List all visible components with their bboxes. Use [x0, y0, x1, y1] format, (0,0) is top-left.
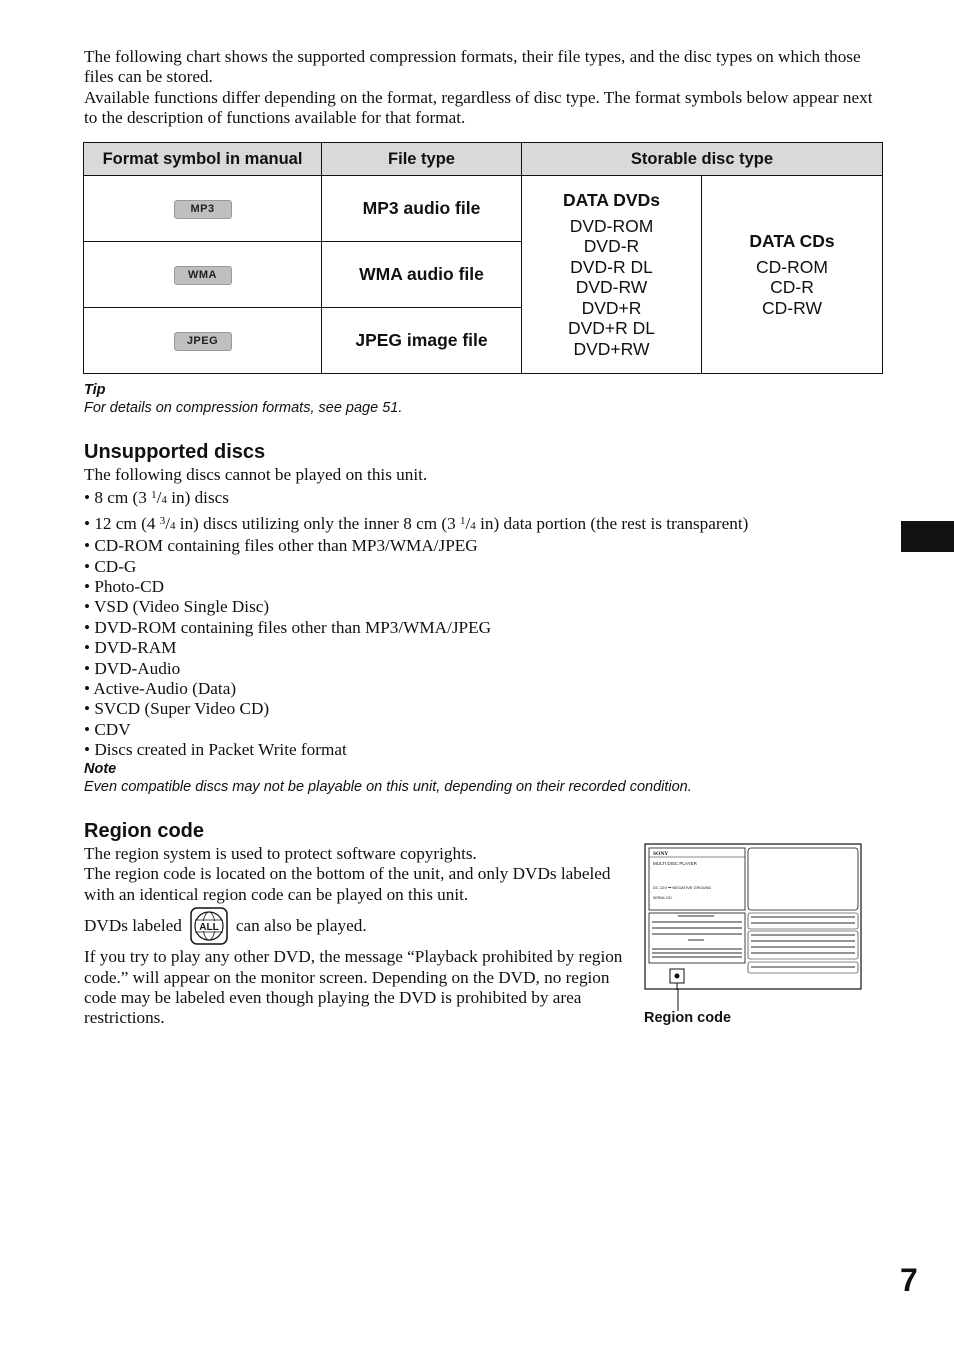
unsupported-discs-section — [84, 465, 904, 761]
list-item: • DVD-RAM — [84, 638, 177, 658]
region-code-pointer — [676, 989, 680, 1011]
device-brand: SONY — [653, 851, 669, 857]
data-cds-title: DATA CDs — [749, 231, 835, 251]
note-text: Even compatible discs may not be playable on this unit, depending on their recorded condition. — [84, 779, 692, 795]
device-power: DC 12V ⎓ NEGATIVE GROUND — [653, 885, 712, 890]
all-logo-text: ALL — [199, 922, 219, 934]
dvds-labeled-line — [84, 907, 624, 945]
item-text: in) discs — [166, 488, 229, 508]
header-file-type: File type — [322, 143, 522, 176]
item-text: • 8 cm (3 — [84, 488, 152, 508]
file-type-cell: MP3 audio file — [322, 176, 522, 242]
region-paragraph-1: The region system is used to protect software copyrights. — [84, 844, 477, 863]
dvd-type: DVD+RW — [573, 338, 650, 359]
region-code-heading: Region code — [84, 820, 205, 842]
unsupported-intro: The following discs cannot be played on this unit. — [84, 465, 428, 484]
cd-type: CD-ROM — [756, 256, 828, 277]
header-format-symbol: Format symbol in manual — [84, 143, 322, 176]
format-table — [83, 142, 883, 374]
intro-paragraph-2: Available functions differ depending on the format, regardless of disc type. The format symbols below appear next to the description of functions available for that format. — [84, 87, 873, 128]
page-number: 7 — [900, 1262, 918, 1298]
unsupported-list — [84, 485, 904, 760]
intro — [84, 47, 884, 129]
list-item: • CDV — [84, 719, 131, 739]
fraction-numerator: 1 — [151, 489, 157, 502]
all-region-logo-icon — [190, 907, 228, 945]
dvd-type: DVD-RW — [575, 277, 648, 297]
region-code-caption: Region code — [644, 1010, 732, 1026]
region-paragraph-3: If you try to play any other DVD, the message “Playback prohibited by region code.” will appear on the monitor screen. Depending on the DVD, no region code may be labeled even though playing the DVD is prohibited by area restrictions. — [84, 947, 623, 1028]
file-type-cell: WMA audio file — [322, 242, 522, 308]
format-symbol-cell — [84, 176, 322, 242]
fraction-denominator: 4 — [161, 494, 167, 507]
format-symbol-cell — [84, 308, 322, 374]
section-tab-marker — [901, 521, 954, 552]
fraction-denominator: 4 — [470, 519, 476, 532]
data-cds-cell — [702, 176, 883, 374]
list-item: • SVCD (Super Video CD) — [84, 699, 270, 719]
data-dvds-cell — [522, 176, 702, 374]
dvd-type: DVD-R — [583, 236, 640, 256]
dvd-type: DVD+R — [581, 297, 642, 318]
intro-paragraph-1: The following chart shows the supported compression formats, their file types, and the disc types on which those files can be stored. — [84, 47, 861, 87]
list-item: • DVD-ROM containing files other than MP3/WMA/JPEG — [84, 617, 492, 637]
list-item: • DVD-Audio — [84, 658, 181, 678]
dvd-type: DVD+R DL — [567, 318, 656, 338]
dvd-type: DVD-R DL — [570, 256, 653, 277]
fraction-numerator: 3 — [159, 514, 166, 527]
format-symbol-cell — [84, 242, 322, 308]
dvds-labeled-text: DVDs labeled — [84, 916, 182, 936]
note-label: Note — [84, 761, 117, 777]
unsupported-discs-heading: Unsupported discs — [84, 441, 266, 463]
region-paragraph-2: The region code is located on the bottom of the unit, and only DVDs labeled with an identical region code can be played on this unit. — [84, 864, 611, 904]
mp3-format-badge: MP3 — [174, 200, 232, 219]
jpeg-format-badge: JPEG — [174, 332, 232, 351]
list-item: • CD-ROM containing files other than MP3/WMA/JPEG — [84, 536, 478, 556]
dvd-type: DVD-ROM — [569, 215, 654, 236]
cd-type: CD-R — [770, 277, 814, 297]
wma-format-badge: WMA — [174, 266, 232, 285]
table-row — [84, 176, 883, 242]
fraction-numerator: 1 — [460, 514, 466, 527]
table-header-row — [84, 143, 883, 176]
item-text: in) discs utilizing only the inner 8 cm (3 — [175, 513, 461, 533]
device-serial: SERIAL NO. — [653, 896, 673, 900]
tip-text: For details on compression formats, see page 51. — [84, 400, 403, 416]
header-storable-disc-type: Storable disc type — [522, 143, 883, 176]
list-item: • 8 cm (3 $^1$/4 in) discs — [84, 488, 229, 508]
device-model: MULTI DISC PLAYER — [653, 861, 697, 866]
list-item: • Discs created in Packet Write format — [84, 740, 347, 760]
list-item: • Active-Audio (Data) — [84, 679, 237, 699]
unit-bottom-label-illustration — [644, 843, 862, 991]
list-item: • Photo-CD — [84, 577, 165, 597]
data-dvds-title: DATA DVDs — [563, 190, 660, 210]
list-item: • CD-G — [84, 556, 137, 576]
tip-label: Tip — [84, 382, 106, 398]
list-item: • 12 cm (4 $^3$/4 in) discs utilizing only the inner 8 cm (3 $^1$/4 in) data portion (the rest is transparent) — [84, 513, 749, 533]
region-code-section — [84, 844, 624, 1029]
list-item: • VSD (Video Single Disc) — [84, 597, 270, 617]
also-played-text: can also be played. — [235, 916, 367, 936]
item-text: • 12 cm (4 — [84, 513, 160, 533]
item-text: in) data portion (the rest is transparent) — [475, 513, 749, 533]
fraction-denominator: 4 — [170, 519, 176, 532]
cd-type: CD-RW — [762, 297, 822, 318]
file-type-cell: JPEG image file — [322, 308, 522, 374]
